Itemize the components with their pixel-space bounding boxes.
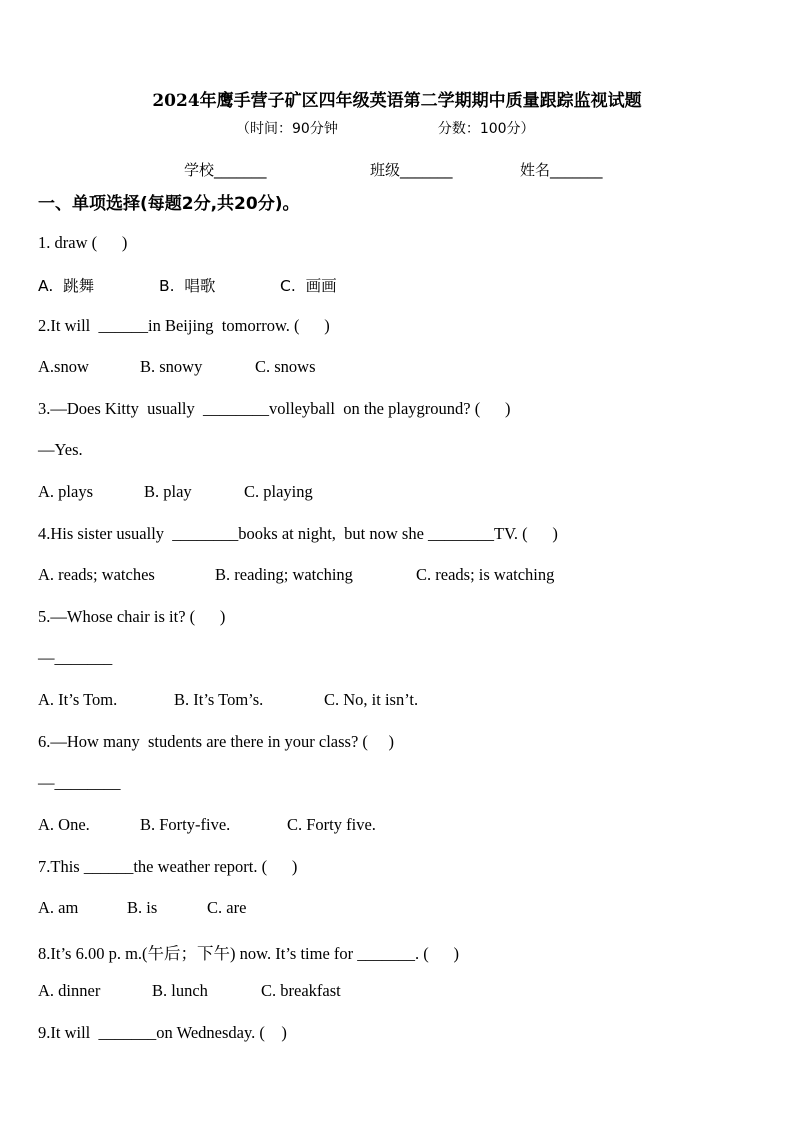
question-4-stem: 4.His sister usually ________books at night, but now she ________TV. ( ) [38, 524, 558, 543]
question-3-option-c[interactable]: C. playing [244, 482, 313, 501]
question-8-option-b[interactable]: B. lunch [152, 981, 208, 1000]
question-2-option-a[interactable]: A.snow [38, 357, 89, 376]
page-title: 2024年鹰手营子矿区四年级英语第二学期期中质量跟踪监视试题 [152, 91, 642, 111]
question-7-option-c[interactable]: C. are [207, 898, 247, 917]
question-9-stem: 9.It will _______on Wednesday. ( ) [38, 1023, 287, 1042]
question-4-option-a[interactable]: A. reads; watches [38, 565, 155, 584]
question-4-options [38, 565, 554, 585]
question-6-option-b[interactable]: B. Forty-five. [140, 815, 231, 834]
question-5-reply: —_______ [38, 648, 113, 667]
question-8-stem: 8.It’s 6.00 p. m.(午后；下午) now. It’s time for _______. ( ) [38, 944, 460, 963]
question-3-option-b[interactable]: B. play [144, 482, 192, 501]
question-3-option-a[interactable]: A. plays [38, 482, 93, 501]
section-heading: 一、单项选择(每题2分,共20分)。 [38, 194, 300, 214]
question-6-option-a[interactable]: A. One. [38, 815, 90, 834]
student-info-fields [184, 159, 603, 180]
exam-meta [236, 118, 535, 138]
question-1-options [38, 274, 337, 296]
question-5-option-a[interactable]: A. It’s Tom. [38, 690, 118, 709]
school-field[interactable]: 学校_______ [184, 161, 267, 179]
question-6-reply: —________ [38, 773, 121, 792]
question-6-stem: 6.—How many students are there in your class? ( ) [38, 732, 395, 751]
question-2-option-c[interactable]: C. snows [255, 357, 316, 376]
question-5-stem: 5.—Whose chair is it? ( ) [38, 607, 226, 626]
question-3-reply: —Yes. [38, 440, 83, 459]
question-2-option-b[interactable]: B. snowy [140, 357, 203, 376]
question-8-option-a[interactable]: A. dinner [38, 981, 101, 1000]
score-info: 分数：100分） [437, 121, 535, 137]
question-6-option-c[interactable]: C. Forty five. [287, 815, 376, 834]
question-7-options [38, 898, 246, 918]
question-1-option-c[interactable]: C. 画画 [280, 277, 337, 295]
question-3-stem: 3.—Does Kitty usually ________volleyball on the playground? ( ) [38, 399, 511, 418]
question-4-option-b[interactable]: B. reading; watching [215, 565, 353, 584]
question-3-options [38, 482, 313, 502]
question-2-stem: 2.It will ______in Beijing tomorrow. ( ) [38, 316, 330, 335]
question-7-stem: 7.This ______the weather report. ( ) [38, 857, 298, 876]
question-1-stem: 1. draw ( ) [38, 233, 128, 252]
question-7-option-b[interactable]: B. is [127, 898, 158, 917]
question-8-options [38, 981, 341, 1001]
question-2-options [38, 357, 316, 377]
question-5-option-b[interactable]: B. It’s Tom’s. [174, 690, 264, 709]
question-8-option-c[interactable]: C. breakfast [261, 981, 341, 1000]
question-5-options [38, 690, 418, 710]
question-6-options [38, 815, 376, 835]
class-field[interactable]: 班级_______ [370, 161, 453, 179]
question-7-option-a[interactable]: A. am [38, 898, 79, 917]
question-1-option-b[interactable]: B. 唱歌 [159, 277, 216, 295]
question-4-option-c[interactable]: C. reads; is watching [416, 565, 555, 584]
name-field[interactable]: 姓名_______ [520, 161, 603, 179]
time-info: （时间：90分钟 [236, 121, 338, 137]
question-1-option-a[interactable]: A. 跳舞 [38, 277, 95, 295]
question-5-option-c[interactable]: C. No, it isn’t. [324, 690, 419, 709]
